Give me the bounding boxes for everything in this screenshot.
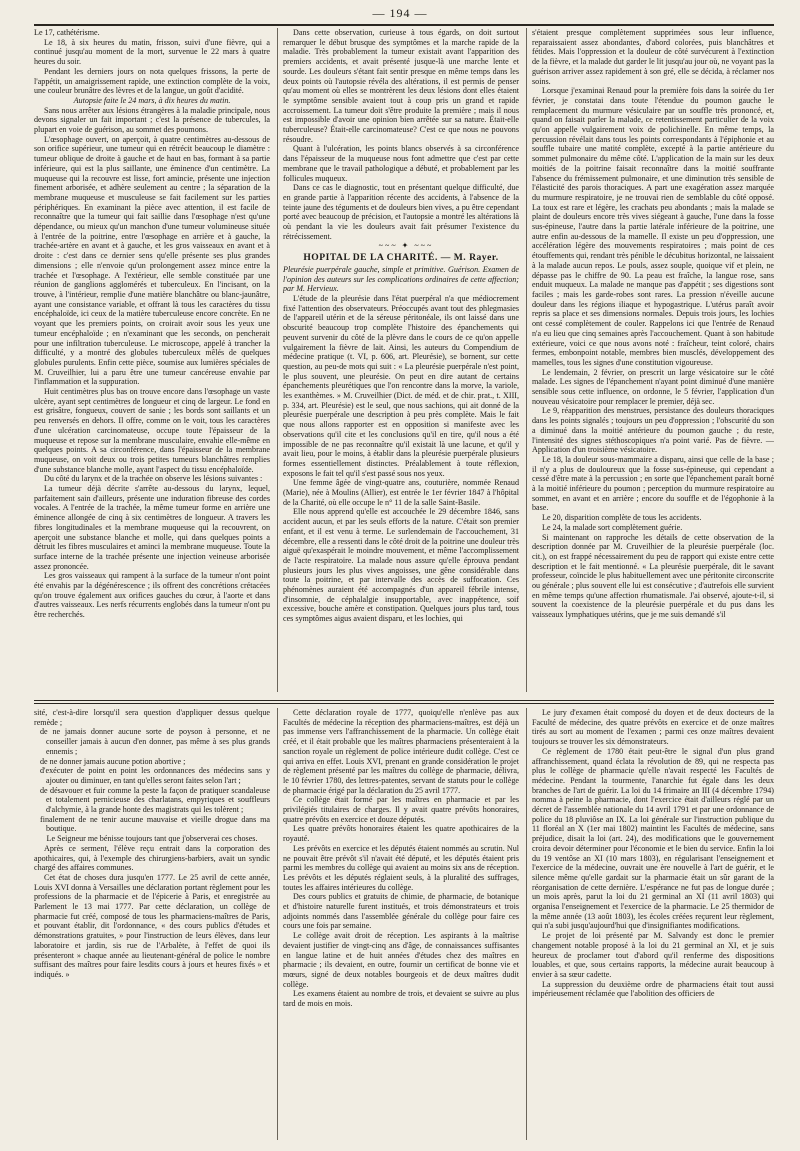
paragraph: finalement de ne tenir aucune mauvaise et vieille drogue dans ma boutique. — [40, 814, 270, 834]
paragraph: Du côté du larynx et de la trachée on observe les lésions suivantes : — [44, 474, 263, 484]
paragraph: Le 24, la malade sort complètement guérie. — [542, 522, 683, 532]
paragraph: Dans ce cas le diagnostic, tout en présentant quelque difficulté, due en grande partie à l'apparition récente des accidents, à l'absence de la teinte jaune des téguments et de douleurs bien vives, a pu être cependant porté avec beaucoup de précision, et l'autopsie a montré les altérations là où pendant la vie les douleurs avait fait présumer l'existence du rétrécissement. — [283, 183, 519, 241]
paragraph: Les prévôts en exercice et les députés étaient nommés au scrutin. Nul ne pouvait être prévôt s'il n'avait été député, et les députés étaient pris parmi les membres du collège qui avaient au moins six ans de réception. Les prévôts et les députés réglaient seuls, à la pluralité des suffrages, toutes les affaires intérieures du collège. — [283, 843, 519, 892]
paragraph: Les gros vaisseaux qui rampent à la surface de la tumeur n'ont point été envahis par la dégénérescence ; ils offrent des concrétions crétacées qu'on trouve également aux orifices gauches du cœur, à l'aorte et dans d'autres vaisseaux. Les nerfs récurrents englobés dans la tumeur n'ont pu être recherchés. — [34, 571, 270, 620]
column-2-case — [283, 294, 519, 624]
paragraph: Cette déclaration royale de 1777, quoiqu'elle n'enlève pas aux Facultés de médecine la réception des pharmaciens-maîtres, est déjà un pas immense vers l'affranchissement de la pharmacie. Un collège était créé, et il était probable que les maîtres pharmaciens présenteraient à la sanction royale un règlement de police intérieure dudit collège. C'est ce qui arriva en effet. Louis XVI, prenant en grande considération le projet de règlement présenté par les maîtres du collège de pharmacie, délivra, le 10 février 1780, des lettres-patentes, servant de statuts pour le collège de pharmacie érigé par la déclaration du 25 avril 1777. — [283, 708, 519, 795]
top-rule — [34, 24, 774, 26]
paragraph: Quant à l'ulcération, les points blancs observés à sa circonférence dans l'épaisseur de la muqueuse nous font admettre que c'est par cette membrane que le travail pathologique a débuté, et probablement par les follicules muqueux. — [283, 144, 519, 183]
paragraph: Ce collège était formé par les maîtres en pharmacie et par les privilégiés titulaires de charges. Il y avait quatre prévôts honoraires, quatre prévôts en exercice et douze députés. — [283, 795, 519, 824]
paragraph: Les examens étaient au nombre de trois, et devaient se suivre au plus tard de mois en mois. — [283, 989, 519, 1009]
paragraph: Des cours publics et gratuits de chimie, de pharmacie, de botanique et d'histoire naturelle furent institués, et trois démonstrateurs et trois adjoints nommés dans l'assemblée générale du collège pour faire ces cours une fois par semaine. — [283, 892, 519, 931]
column-2 — [283, 28, 519, 696]
case-title: Pleurésie puerpérale gauche, simple et primitive. Guérison. Examen de l'opinion des auteurs sur les complications ordinaires de cette affection; par M. Hervieux. — [283, 264, 519, 294]
paragraph: de désavouer et fuir comme la peste la façon de pratiquer scandaleuse et totalement pernicieuse des charlatans, empyriques et souffleurs d'alchymie, à la grande honte des magistrats qui les tolèrent ; — [40, 785, 270, 815]
paragraph: Le projet de loi présenté par M. Salvandy est donc le premier changement notable proposé à la loi du 21 germinal an XI, et je suis heureux de proclamer tout d'abord qu'il renferme des dispositions louables, et que, sous certains rapports, la médecine aurait beaucoup à envier à sa sœur cadette. — [532, 931, 774, 979]
paragraph: sité, c'est-à-dire lorsqu'il sera question d'appliquer dessus quelque remède ; — [34, 708, 270, 727]
paragraph: Huit centimètres plus bas on trouve encore dans l'œsophage un vaste ulcère, ayant sept centimètres de longueur et cinq de largeur. Le fond en est grisâtre, fongueux, couvert de sanie ; les bords sont saillants et un peu renversés en dehors. Il offre, comme on le voit, tous les caractères d'une ulcération carcinomateuse, occupe toute l'épaisseur de la muqueuse et repose sur la membrane musculaire, envahie elle-même en quelques points. A sa circonférence, dans l'épaisseur de la membrane muqueuse, on voit deux ou trois petites tumeurs blanchâtres remplies d'une substance blanche molle, ayant l'aspect du tissu encéphaloïde. — [34, 387, 270, 474]
paragraph: L'étude de la pleurésie dans l'état puerpéral n'a que médiocrement fixé l'attention des observateurs. Préoccupés avant tout des phlegmasies de l'appareil utérin et de la séreuse péritonéale, ils ont laissé dans une obscurité beaucoup trop complète l'histoire des épanchements qui peuvent survenir du côté de la plèvre dans le cours de ce qu'on appelle vulgairement la fièvre de lait. Ainsi, les auteurs du Compendium de médecine pratique (t. VI, p. 606, art. Pleurésie), se bornent, sur cette question, au peu-de mots qui suit : « La pleurésie puerpérale n'est point, le plus souvent, une pleurésie. On peut en dire autant de certains épanchements pleurétiques que l'on rencontre dans la morve, la variole, les exanthèmes. » M. Cruveilhier (Dict. de méd. et de chir. prat., t. XIII, p. 334, art. Pleurésie) est le seul, que nous sachions, qui ait donné de la pleurésie puerpérale une description à peu près complète. Mais le fait que nous allons rapporter est en opposition si manifeste avec les observations qu'il cite et les conclusions qu'il en tire, qu'il nous a été impossible de ne pas reconnaître qu'il existait là une lacune, et qu'il y avait lieu, pour le moins, à établir dans la pleurésie puerpérale plusieurs formes essentiellement distinctes. Préalablement à toute réflexion, exposons le fait tel qu'il s'est passé sous nos yeux. — [283, 293, 519, 478]
paragraph: Une femme âgée de vingt-quatre ans, couturière, nommée Renaud (Marie), née à Moulins (Allier), est entrée le 1er février 1847 à l'hôpital de la Charité, où elle occupe le n° 11 de la salle Saint-Basile. — [283, 478, 519, 507]
column-2-observation — [283, 28, 519, 241]
paragraph: Après ce serment, l'élève reçu entrait dans la corporation des apothicaires, qui, à l'exemple des chirurgiens-barbiers, avait un syndic chargé des affaires communes. — [34, 843, 270, 873]
paragraph: Cet état de choses dura jusqu'en 1777. Le 25 avril de cette année, Louis XVI donna à Versailles une déclaration portant règlement pour les professions de la pharmacie et de l'épicerie à Paris, et enregistrée au Parlement le 13 mai 1777. Par cette déclaration, un collège de pharmacie fut créé, composé de tous les pharmaciens-maîtres de Paris, et pouvant établir, dit l'ordonnance, « des cours publics d'études et démonstrations gratuites, » pour l'instruction de leurs élèves, dans leur laboratoire et jardin, sis rue de l'Arbalète, à l'effet de quoi ils présenteront » chaque année au lieutenant-général de police le nombre suffisant des maîtres pour faire lesdits cours à jours et heures fixés » et indiqués. » — [34, 872, 270, 979]
column-divider — [277, 708, 278, 1140]
hospital-heading: HOPITAL DE LA CHARITÉ. — M. Rayer. — [303, 252, 499, 264]
paragraph: La suppression du deuxième ordre de pharmaciens était tout aussi impérieusement réclamée que l'abolition des officiers de — [532, 979, 774, 999]
paragraph: Le Seigneur me bénisse toujours tant que j'observerai ces choses. — [46, 834, 258, 844]
paragraph: Dans cette observation, curieuse à tous égards, on doit surtout remarquer le début brusque des symptômes et la marche rapide de la maladie. Très probablement la tumeur existait avant l'apparition des premiers accidents, et avait présenté jusque-là une marche lente et sourde. Les douleurs s'étant fait sentir presque en même temps dans les deux points où l'autopsie révéla des altérations, il est permis de penser qu'au moment où elles se montrèrent les deux lésions dont elles étaient le symptôme sensible avaient tout à coup pris un grand et rapide accroissement. La tumeur doit s'être produite la première ; mais il nous est impossible d'avoir une opinion bien arrêtée sur sa nature. Était-elle tuberculeuse? Était-elle carcinomateuse? C'est ce que nous ne pouvons résoudre. — [283, 28, 519, 144]
paragraph: Les quatre prévôts honoraires étaient les quatre apothicaires de la royauté. — [283, 824, 519, 844]
section-ornament: ~~~ ✦ ~~~ — [378, 241, 434, 251]
feuilleton-column-2 — [283, 708, 519, 1144]
column-divider — [277, 28, 278, 692]
paragraph: Si maintenant on rapproche les détails de cette observation de la description donnée par M. Cruveilhier de la pleurésie puerpérale (loc. cit.), on est frappé nécessairement du peu de rapport qui existe entre cette description et le fait mentionné. « La pleurésie puerpérale, dit le savant professeur, coïncide le plus habituellement avec une péritonite circonscrite ou générale ; plus souvent elle lui est consécutive ; d'autrefois elle survient en même temps qu'une affection rhumatismale. J'ai observé, ajoute-t-il, si souvent la coexistence de la pleurésie puerpérale et du pus dans les vaisseaux lymphatiques utérins, que je me suis demandé s'il — [532, 532, 774, 620]
paragraph: Le 9, réapparition des menstrues, persistance des douleurs thoraciques dans les points signalés ; toujours un peu d'oppression ; l'obscurité du son a diminué dans la moitié antérieure du poumon gauche ; du reste, l'intensité des signes stéthoscopiques n'a point varié. Pas de fièvre. — Application d'un troisième vésicatoire. — [532, 406, 774, 455]
paragraph: Le jury d'examen était composé du doyen et de deux docteurs de la Faculté de médecine, des quatre prévôts en exercice et de onze maîtres tirés au sort au moment de l'examen ; parmi ces onze maîtres devaient toujours se trouver les six démonstrateurs. — [532, 708, 774, 747]
paragraph: de ne donner jamais aucune potion abortive ; — [40, 756, 186, 766]
paragraph: s'étaient presque complètement supprimées sous leur influence, reparaissaient assez abondantes, d'abord colorées, puis blanchâtres et fétides. Mais l'oppression et la douleur de côté survécurent à l'extinction de la fièvre, et la malade dut garder le lit jusqu'au jour où, ne voyant pas la guérison arriver assez rapidement à son gré, elle se décida, à réclamer nos soins. — [532, 28, 774, 86]
paragraph: Le collège avait droit de réception. Les aspirants à la maîtrise devaient justifier de vingt-cinq ans d'âge, de connaissances suffisantes en langue latine et de huit années d'études chez des maîtres en pharmacie ; ils devaient, en outre, fournir un certificat de bonne vie et mœurs, signé de deux notables bourgeois et de deux maîtres dudit collège. — [283, 931, 519, 989]
paragraph: Autopsie faite le 24 mars, à dix heures du matin. — [73, 95, 231, 105]
paragraph: Le 18, à six heures du matin, frisson, suivi d'une fièvre, qui a continué jusqu'au moment de la mort, survenue le 22 mars à quatre heures du soir. — [34, 37, 270, 67]
paragraph: Lorsque j'examinai Renaud pour la première fois dans la soirée du 1er février, je constatai dans toute l'étendue du poumon gauche le remplacement du murmure vésiculaire par un souffle très prononcé, et, quand on faisait parler la malade, ce retentissement particulier de la voix qu'on appelle vulgairement voix de polichinelle. En même temps, la percussion révélait dans tous les points correspondants à l'épiphonie et au souffle tubaire une matité complète, excepté à la partie antérieure du sommet pulmonaire du même côté. L'application de la main sur les deux moitiés de la poitrine faisait reconnaître dans la moitié souffrante l'absence du frémissement pulmonaire, et une diminution très sensible de l'élasticité des parois thoraciques. A part une exagération assez marquée du murmure respiratoire, je ne trouvai rien de semblable du côté opposé. La toux est rare et légère, les crachats peu abondants ; mais la malade se plaint de douleurs encore très vives siégeant à gauche, l'une dans la fosse sus-épineuse, l'autre dans la partie latérale inférieure de la poitrine, une autre enfin au-dessous de la mamelle. Il existe un peu d'oppression, une accélération légère des mouvements respiratoires ; mais point de ces étouffements qui, rendant très pénible le décubitus horizontal, ne laissaient à la malade aucun repos. Le pouls, assez souple, quoique vif et plein, ne dépasse pas le chiffre de 90. La peau est fraîche, la langue rose, sans enduit muqueux. La malade ne manque pas d'appétit ; ses digestions sont faciles ; mais les garde-robes sont rares. La pression n'éveille aucune douleur dans les régions iliaque et hypogastrique. L'utérus paraît avoir repris sa place et ses dimensions normales. Depuis trois jours, les lochies ont cessé complètement de couler. Rappelons ici que l'entrée de Renaud n'a eu lieu que cinq semaines après l'accouchement. Quant à son habitude extérieure, voici ce que nous avons noté : fraîcheur, teint coloré, chairs fermes, embonpoint notable, membres bien musclés, développement des mamelles, tous les signes d'une constitution vigoureuse. — [532, 86, 774, 367]
paragraph: Le lendemain, 2 février, on prescrit un large vésicatoire sur le côté malade. Les signes de l'épanchement n'ayant point diminué d'une manière sensible sous cette influence, on ordonne, le 5 février, l'application d'un nouveau vésicatoire pour remplacer le premier, déjà sec. — [532, 367, 774, 406]
paragraph: d'exécuter de point en point les ordonnances des médecins sans y ajouter ou diminuer, en tant qu'elles seront faites selon l'art ; — [40, 766, 270, 785]
paragraph: La tumeur déjà décrite s'arrête au-dessous du larynx, lequel, parfaitement sain d'ailleurs, présente une induration fibreuse des cordes vocales. A l'entrée de la trachée, la même tumeur forme en arrière une éminence allongée de cinq à six centimètres de longueur. A travers les fibres longitudinales et la membrane muqueuse qui la recouvrent, on aperçoit une substance blanche et molle, qui dans quelques points a détruit les fibres musculaires et aminci la membrane muqueuse. Toute la surface interne de la trachée présente une injection veineuse arborisée assez prononcée. — [34, 484, 270, 571]
column-divider — [526, 708, 527, 1140]
column-divider — [526, 28, 527, 692]
paragraph: de ne jamais donner aucune sorte de poyson à personne, et ne conseiller jamais à aucun d'en donner, pas même à ses plus grands ennemis ; — [40, 727, 270, 756]
page-number: — 194 — — [372, 6, 428, 20]
paragraph: Le 18, la douleur sous-mammaire a disparu, ainsi que celle de la base ; il n'y a plus de douloureux que la fosse sus-épineuse, qui cependant a cessé d'être mate à la percussion ; en sorte que l'épanchement paraît borné à la moitié inférieure du poumon ; perception du murmure respiratoire au sommet, en avant et en arrière ; encore du souffle et de l'égophonie à la base. — [532, 454, 774, 513]
paragraph: Elle nous apprend qu'elle est accouchée le 29 décembre 1846, sans accident aucun, et par les seuls efforts de la nature. C'était son premier enfant, et il est venu à terme. Le surlendemain de l'accouchement, 31 décembre, elle a ressenti dans le côté droit de la poitrine une douleur très aiguë qu'exaspérait le moindre mouvement, et même l'accomplissement de l'acte respiratoire. La malade nous assure qu'elle éprouva pendant plusieurs jours les plus vives angoisses, une gêne considérable dans toute la poitrine, et par intervalle des accès de suffocation. Ces phénomènes auraient été accompagnés d'un appareil fébrile intense, d'insomnie, de céphalalgie insupportable, avec inappétence, soif excessive, bouche amère et constipation. Quelques jours plus tard, tous ces symptômes aigus avaient disparu, et les lochies, qui — [283, 507, 519, 624]
feuilleton-rule — [34, 700, 774, 704]
paragraph: Le 20, disparition complète de tous les accidents. — [542, 513, 702, 523]
paragraph: L'œsophage ouvert, on aperçoit, à quatre centimètres au-dessous de son orifice supérieur, une tumeur qui en rétrécit beaucoup le diamètre : tumeur oblique de droite à gauche et de haut en bas, formant à sa partie inférieure, qui est la plus saillante, une éminence d'un centimètre. La muqueuse qui la recouvre est lisse, fort amincie, présente une injection finement arborisée, et adhère seulement au centre ; la séparation de la membrane muqueuse et musculeuse se fait facilement sur les parties périphériques. En examinant la pièce avec attention, il est facile de reconnaître que la tumeur qui fait saillie dans l'œsophage n'est qu'une dépendance, ou mieux qu'un manchon d'une tumeur volumineuse située à l'entrée de la poitrine, entre l'œsophage en arrière et à gauche, la trachée-artère en avant et à gauche, et les gros vaisseaux en avant et à droite : c'est dans ce dernier sens qu'elle présente ses plus grandes dimensions ; elle n'envoie qu'un prolongement assez mince entre la trachée et l'œsophage. A l'extérieur, elle semble constituée par une réunion de ganglions agglomérés et tuberculeux. En l'incisant, on la trouve, à l'intérieur, remplie d'une matière blanchâtre ou blanc-jaunâtre, ayant une consistance variable, et offrant là tous les caractères du tissu encéphaloïde, ici ceux de la matière tuberculeuse encore concrète. En ne voyant que les premiers points, on croirait avoir sous les yeux une tumeur encéphaloïde ; en n'examinant que les seconds, on pencherait pour une infiltration tuberculeuse. Le microscope, appelé à trancher la difficulté, y a montré des globules tuberculeux mêlés de quelques globules purulents. Enfin cette pièce, soumise aux lumières spéciales de M. Cruveilhier, lui a paru être une tumeur cancéreuse envahie par l'inflammation et la suppuration. — [34, 134, 270, 387]
paragraph: Sans nous arrêter aux lésions étrangères à la maladie principale, nous devons signaler un fait important ; c'est la présence de tubercules, la plupart en voie de guérison, au sommet des poumons. — [34, 105, 270, 135]
paragraph: Le 17, cathétérisme. — [34, 28, 100, 37]
column-1 — [34, 28, 270, 696]
paragraph: Pendant les derniers jours on nota quelques frissons, la perte de l'appétit, un amaigrissement rapide, une extinction complète de la voix, une couleur brunâtre des lèvres et de la langue, un goût d'acidité. — [34, 66, 270, 96]
column-3 — [532, 28, 774, 696]
paragraph: Ce règlement de 1780 était peut-être le signal d'un plus grand affranchissement, quand éclata la révolution de 89, qui ne respecta pas plus le collège de pharmacie qu'elle n'avait respecté les Facultés de médecine. Pendant la tourmente, l'anarchie fut égale dans les deux branches de l'art de guérir. La loi du 14 frimaire an III (4 décembre 1794) nomma à peine la pharmacie, dont l'exercice était d'ailleurs réglé par un décret de l'assemblée nationale du 14 avril 1791 et par une ordonnance de police du 18 pluviôse an IX. La loi générale sur l'instruction publique du 11 floréal an X (1er mai 1802) maintint les Facultés de médecine, sans préjudice, disait la loi (art. 24), des modifications que le gouvernement croira devoir déterminer pour l'économie et le bien du service. Enfin la loi du 19 ventôse an XI (10 mars 1803), en régularisant l'enseignement et l'exercice de la médecine, ouvrait une ère nouvelle à l'art de guérir, et le silence même qu'elle gardait sur la pharmacie était un sûr garant de la réorganisation de cette dernière. L'espérance ne fut pas de longue durée ; un mois après, parut la loi du 21 germinal an XI (11 avril 1803) qui organisa l'enseignement et l'exercice de la pharmacie. Le 25 thermidor de la même année (13 août 1803), les écoles créées reçurent leur règlement, qui n'a subi jusqu'aujourd'hui que d'insignifiantes modifications. — [532, 746, 774, 931]
feuilleton-column-3 — [532, 708, 774, 1144]
feuilleton-column-1 — [34, 708, 270, 1144]
